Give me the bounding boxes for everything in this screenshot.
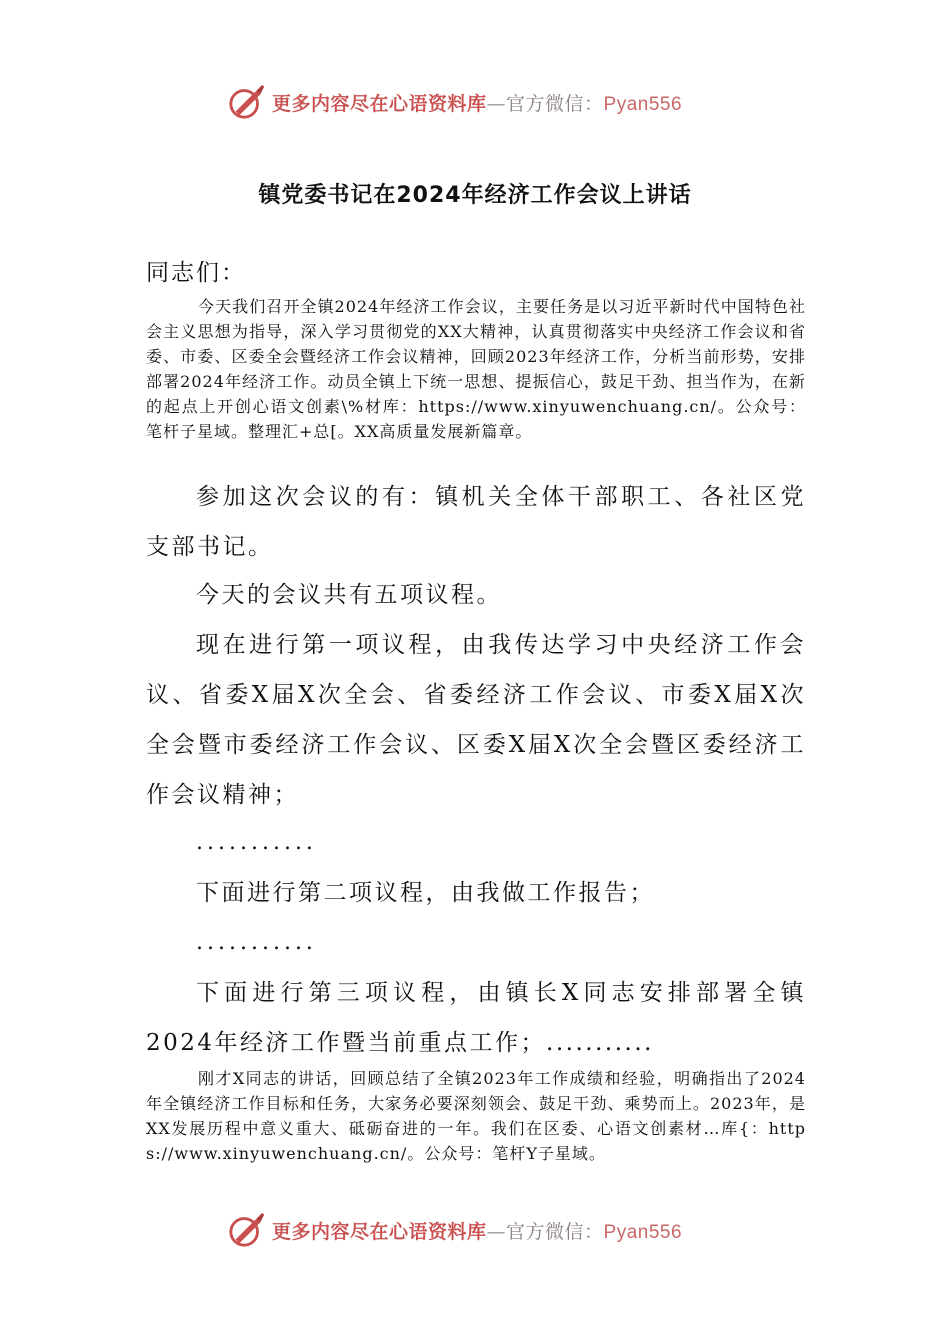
paragraph-agenda-one: 现在进行第一项议程，由我传达学习中央经济工作会议、省委X届X次全会、省委经济工作会议、市委X届X次全会暨市委经济工作会议、区委X届X次全会暨区委经济工作会议精神；: [146, 632, 806, 808]
document-title: 镇党委书记在2024年经济工作会议上讲话: [258, 183, 692, 208]
paragraph-attendees: 参加这次会议的有：镇机关全体干部职工、各社区党支部书记。: [146, 484, 806, 560]
paragraph-intro: 今天我们召开全镇2024年经济工作会议，主要任务是以习近平新时代中国特色社会主义思想为指导，深入学习贯彻党的XX大精神，认真贯彻落实中央经济工作会议和省委、市委、区委全会暨经济工作会议精神，回顾2023年经济工作，分析当前形势，安排部署2024年经济工作。动员全镇上下统一思想、提振信心，鼓足干劲、担当作为，在新的起点上开创心语文创素\%材库：https://www.xinyuwenchuang.cn/。公众号：笔杆子星域。整理汇+总[。XX高质量发展新篇章。: [146, 297, 806, 441]
footer-banner-text: [272, 1217, 682, 1244]
banner-dash: —: [486, 1220, 507, 1243]
footer-banner: [228, 1208, 748, 1252]
header-banner-text: [272, 89, 682, 116]
ellipsis-two: ...........: [196, 930, 317, 955]
banner-dash: —: [486, 92, 507, 115]
pen-logo-icon: [228, 82, 266, 122]
paragraph-agenda-three: 下面进行第三项议程，由镇长X同志安排部署全镇2024年经济工作暨当前重点工作；...........: [146, 980, 806, 1056]
banner-lead: 更多内容尽在心语资料库: [272, 1220, 487, 1243]
banner-wechat-id: Pyan556: [603, 1221, 683, 1243]
ellipsis-one: ...........: [196, 830, 317, 855]
banner-tail: 官方微信：: [506, 1220, 604, 1243]
banner-tail: 官方微信：: [506, 92, 604, 115]
banner-lead: 更多内容尽在心语资料库: [272, 92, 487, 115]
header-banner: [228, 80, 748, 124]
paragraph-review: 刚才X同志的讲话，回顾总结了全镇2023年工作成绩和经验，明确指出了2024年全镇经济工作目标和任务，大家务必要深刻领会、鼓足干劲、乘势而上。2023年，是XX发展历程中意义重大、砥砺奋进的一年。我们在区委、心语文创素材…库{：https://www.xinyuwenchuang.cn/。公众号：笔杆Y子星域。: [146, 1069, 806, 1163]
banner-wechat-id: Pyan556: [603, 93, 683, 115]
paragraph-agenda-two: 下面进行第二项议程，由我做工作报告；: [196, 880, 655, 906]
paragraph-agenda-count: 今天的会议共有五项议程。: [196, 582, 502, 608]
pen-logo-icon: [228, 1210, 266, 1250]
salutation: 同志们：: [146, 260, 246, 286]
